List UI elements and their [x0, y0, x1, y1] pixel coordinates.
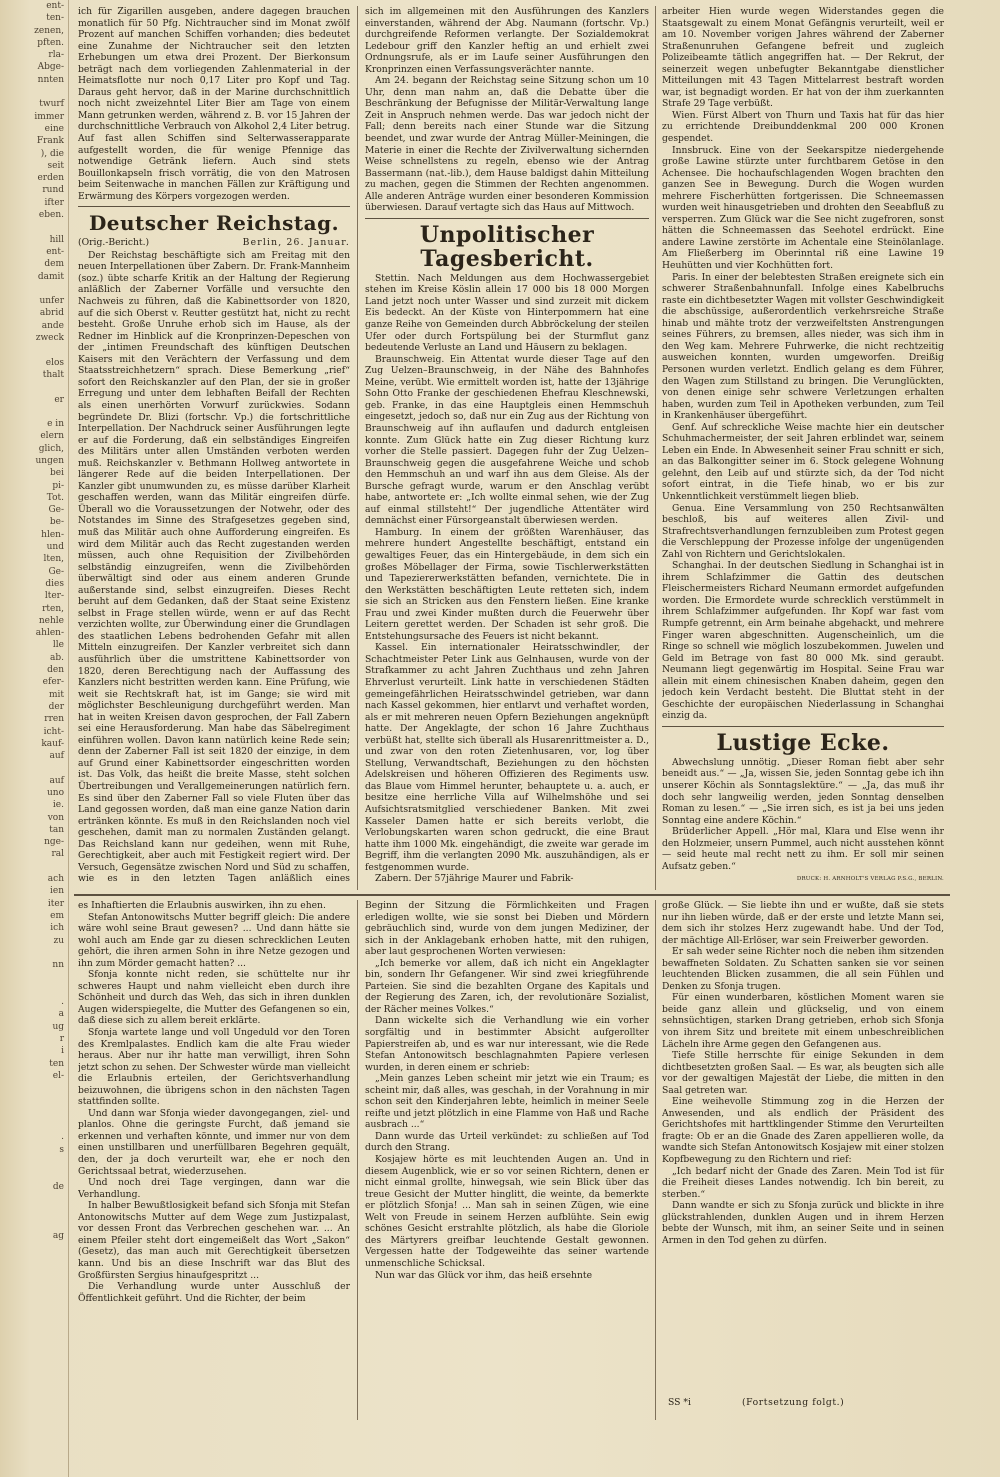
margin-fragment: hlen-: [41, 529, 64, 540]
paragraph: Wien. Fürst Albert von Thurn und Taxis hat für das hier zu errichtende Dreibunddenkmal 200 000 Kronen gespendet.: [662, 109, 944, 145]
margin-fragment: eben.: [38, 210, 64, 221]
serial-text: [365, 900, 649, 1281]
margin-fragment: be-: [49, 517, 64, 528]
serial-column-2: [365, 900, 649, 1420]
section-divider: [662, 726, 944, 727]
column-rule: [357, 900, 358, 1420]
margin-fragment: dies: [45, 578, 64, 589]
page-mark: SS *i: [668, 1397, 691, 1408]
margin-fragment: ug: [52, 1021, 64, 1032]
margin-fragment: ), die: [40, 148, 64, 159]
continued-note: (Fortsetzung folgt.): [742, 1397, 845, 1408]
tagesbericht-article: [365, 273, 649, 885]
margin-fragment: der: [48, 701, 64, 712]
margin-fragment: pften.: [37, 37, 64, 48]
margin-fragment: lter-: [44, 591, 64, 602]
lustige-ecke-headline: Lustige Ecke.: [716, 729, 890, 756]
paragraph: Abwechslung unnötig. „Dieser Roman fiebt aber sehr beneidt aus.“ — „Ja, wissen Sie, jeden Sonntag gebe ich ihn unserer Köchin als Sonntagslektüre.“ — „Ja, das muß ihr doch sehr langweilig werden, jeden Sonntag denselben Roman zu lesen.“ — „Sie irren sich, es ist ja bei uns jeden Sonntag eine andere Köchin.“: [662, 756, 944, 826]
margin-fragment: bei: [50, 468, 64, 479]
reichstag-article-continued: [365, 6, 649, 214]
margin-fragment: icht-: [43, 726, 64, 737]
margin-fragment: elern: [40, 431, 64, 442]
paragraph: Brüderlicher Appell. „Hör mal, Klara und Else wenn ihr den Holzmeier, unsern Pummel, auch nicht ausstehen könnt — seid heute mal recht nett zu ihm. Er soll mir seinen Aufsatz geben.“: [662, 826, 944, 872]
paragraph: Genua. Eine Versammlung von 250 Rechtsanwälten beschloß, bis auf weiteres allen Zivil- und Strafrechtsverhandlungen fernzubleiben zum Protest gegen die Verschleppung der Prozesse infolge der ungenügenden Zahl von Richtern und Gerichtslokalen.: [662, 502, 944, 560]
margin-fragment: abrid: [39, 308, 64, 319]
margin-fragment: .: [61, 997, 64, 1008]
paragraph: Dann wandte er sich zu Sfonja zurück und blickte in ihre glückstrahlenden, dunklen Augen und in ihrem Herzen bebte der Wunsch, mit ihm, an seiner Seite und in seinen Armen in den Tod gehen zu dürfen.: [662, 1200, 944, 1246]
margin-fragment: lten,: [43, 554, 64, 565]
serial-text: [662, 900, 944, 1246]
margin-fragment: [0, 971, 68, 983]
margin-fragment: efer-: [42, 677, 64, 688]
margin-fragment: auf: [49, 751, 64, 762]
margin-fragment: twurf: [39, 99, 64, 110]
margin-fragment: nehle: [38, 615, 64, 626]
section-divider: [78, 206, 350, 207]
margin-fragment: el-: [52, 1070, 64, 1081]
column-rule: [655, 6, 656, 890]
margin-fragment: ich: [50, 923, 64, 934]
margin-fragment: unfer: [39, 296, 64, 307]
paragraph: Hamburg. In einem der größten Warenhäuser, das mehrere hundert Angestellte beschäftigt, entstand ein gewaltiges Feuer, das ein Hintergebäude, in dem sich ein großes Möbellager der Firma, sowie Tischlerwerkstätten und Tapeziererwerkstätten befanden, vernichtete. Die in den Werkstätten beschäftigten Leute retteten sich, indem sie sich an Stricken aus den Fenstern ließen. Eine kranke Frau und zwei Kinder mußten durch die Feuerwehr über Leitern gerettet werden. Der Schaden ist sehr groß. Die Entstehungsursache des Feuers ist nicht bekannt.: [365, 526, 649, 642]
paragraph: Und dann war Sfonja wieder davongegangen, ziel- und planlos. Ohne die geringste Furcht, daß jemand sie erkennen und verhaften könnte, und immer nur von dem einen unstillbaren und unerfüllbaren Begehren gequält, den, der ja doch verurteilt war, ehe er noch den Gerichtssaal betrat, wiederzusehen.: [78, 1107, 350, 1177]
column-3: [662, 6, 944, 886]
margin-fragment: nge-: [44, 837, 64, 848]
margin-fragment: elos: [45, 357, 64, 368]
report-date: Berlin, 26. Januar.: [242, 237, 350, 249]
margin-fragment: ten-: [46, 13, 64, 24]
paragraph: „Ich bemerke vor allem, daß ich nicht ein Angeklagter bin, sondern Ihr Gefangener. Wir sind zwei kriegführende Parteien. Sie sind die bezahlten Organe des Kapitals und der Regierung des Zaren, ich, der revolutionäre Sozialist, der Rächer meines Volkes.“: [365, 957, 649, 1015]
tagesbericht-headline: Unpolitischer Tagesbericht.: [419, 221, 595, 272]
paragraph: Der Reichstag beschäftigte sich am Freitag mit den neuen Interpellationen über Zabern. Dr. Frank-Mannheim (soz.) übte scharfe Kritik an der Haltung der Regierung anläßlich der Zaberner Vorfälle und versuchte den Nachweis zu führen, daß die Kabinettsorder von 1820, auf die sich Oberst v. Reutter gestützt hat, nicht zu recht besteht. Große Unruhe erhob sich im Hause, als der Redner im Hinblick auf die Kronprinzen-Depeschen von der „intimen Freundschaft des künftigen Deutschen Kaisers mit den Verächtern der Verfassung und dem Staatsstreichhetzern“ sprach. Diese Bemerkung „rief“ sofort den Reichskanzler auf den Plan, der sie in großer Erregung und unter dem lebhaften Beifall der Rechten als einen unerhörten Vorwurf zurückwies. Sodann begründete Dr. Blizi (fortschr. Vp.) die fortschrittliche Interpellation. Der Nachdruck seiner Ausführungen legte er auf die Forderung, daß ein selbständiges Eingreifen des Militärs unter allen Umständen verboten werden muß. Reichskanzler v. Bethmann Hollweg antwortete in längerer Rede auf die beiden Interpellationen. Der Kanzler gibt unumwunden zu, es müsse darüber Klarheit geschaffen werden, wann das Militär eingreifen dürfe. Überall wo die Voraussetzungen der Notwehr, oder des Notstandes im Sinne des Strafgesetzes gegeben sind, muß das Militär auch ohne Aufforderung eingreifen. Es wird dem Militär auch das Recht zugestanden werden müssen, auch ohne Requisition der Zivilbehörden selbständig einzugreifen, wenn die Zivilbehörden überwältigt sind oder aus einem anderen Grunde außerstande sind, selbst einzugreifen. Dieses Recht beruht auf dem Gedanken, daß der Staat seine Existenz selbst in Frage stellen würde, wenn er auf das Recht verzichten wollte, zur Überwindung einer die Grundlagen des staatlichen Lebens bedrohenden Gefahr mit allen Mitteln einzugreifen. Der Kanzler verbreitet sich dann ausführlich über die umstrittene Kabinettsorder von 1820, deren Berechtigung nach der Auffassung des Kanzlers nicht bestritten werden kann. Eine Prüfung, wie weit sie Rechtskraft hat, ist im Gange; sie wird mit möglichster Beschleunigung durchgeführt werden. Man hat in weiten Kreisen davon gesprochen, der Fall Zabern sei eine Herausforderung. Man habe das Säbelregiment einführen wollen. Davon kann natürlich keine Rede sein; denn der Zaberner Fall ist seit 1820 der einzige, in dem auf Grund einer Kabinettsorder eingeschritten worden ist. Das Volk, das heißt die breite Masse, steht solchen Übertreibungen und Verallgemeinerungen natürlich fern. Es sind über den Zaberner Fall so viele Fluten über das Land gegossen worden, daß man eine ganze Nation darin ertränken könnte. Es muß in den Reichslanden noch viel geschehen, damit man zu normalen Zuständen gelangt. Das Reichsland kann nur gedeihen, wenn mit Ruhe, Gerechtigkeit, aber auch mit Festigkeit regiert wird. Der Versuch, Gegensätze zwischen Nord und Süd zu schaffen, wie es in den letzten Tagen anläßlich eines: [78, 249, 350, 885]
margin-fragment: [0, 1193, 68, 1205]
feuilleton-divider: [74, 894, 950, 896]
column-rule: [655, 900, 656, 1420]
margin-fragment: thalt: [42, 369, 64, 380]
margin-fragment: rund: [42, 185, 64, 196]
margin-fragment: [0, 344, 68, 356]
margin-fragment: a: [58, 1009, 64, 1020]
margin-fragment: pi-: [52, 480, 64, 491]
column-rule: [357, 6, 358, 890]
serial-column-1: [78, 900, 350, 1474]
margin-fragment: iter: [47, 898, 64, 909]
column-2: [365, 6, 649, 886]
margin-fragment: zu: [53, 935, 64, 946]
margin-fragment: ien: [49, 886, 64, 897]
margin-fragment: [0, 984, 68, 996]
paragraph: sich im allgemeinen mit den Ausführungen des Kanzlers einverstanden, während der Abg. Naumann (fortschr. Vp.) durchgreifende Reformen verlangte. Der Sozialdemokrat Ledebour griff den Kanzler heftig an und erhielt zwei Ordnungsrufe, als er im Laufe seiner Ausführungen den Kronprinzen einen Verfassungsverächter nannte.: [365, 6, 649, 75]
margin-fragment: nnten: [37, 74, 64, 85]
margin-fragment: lle: [52, 640, 64, 651]
paragraph: „Ich bedarf nicht der Gnade des Zaren. Mein Tod ist für die Freiheit dieses Landes notwendig. Ich bin bereit, zu sterben.“: [662, 1165, 944, 1200]
paragraph: „Mein ganzes Leben scheint mir jetzt wie ein Traum; es scheint mir, daß alles, was geschah, in der Vorahnung in mir schon seit den Kinderjahren lebte, heimlich in meiner Seele reifte und jetzt plötzlich in eine Flamme von Haß und Rache ausbrach ...“: [365, 1073, 649, 1131]
serial-column-3: [662, 900, 944, 1380]
margin-fragment: rten,: [42, 603, 64, 614]
margin-fragment: Abge-: [37, 62, 64, 73]
margin-fragment: zenen,: [34, 25, 64, 36]
margin-fragment: [0, 221, 68, 233]
margin-fragment: er: [54, 394, 64, 405]
paragraph: Stefan Antonowitschs Mutter begriff gleich: Die andere wäre wohl seine Braut gewesen? ... Und dann hätte sie wohl auch am Ende gar zu diesen schrecklichen Leuten gehört, die ihren armen Sohn in ihre Netze gezogen und ihn zum Mörder gemacht hatten? ...: [78, 911, 350, 969]
margin-fragment: hill: [49, 234, 64, 245]
margin-fragment: tan: [49, 824, 64, 835]
paragraph: Genf. Auf schreckliche Weise machte hier ein deutscher Schuhmachermeister, der seit Jahren erblindet war, seinem Leben ein Ende. In Abwesenheit seiner Frau schnitt er sich, an das Balkongitter seiner im 6. Stock gelegene Wohnung gelehnt, den Leib auf und stürzte sich, da der Tod nicht sofort eintrat, in die Tiefe hinab, wo er bis zur Unkenntlichkeit verstümmelt liegen blieb.: [662, 421, 944, 502]
margin-fragment: zweck: [35, 333, 64, 344]
margin-fragment: rla-: [48, 50, 64, 61]
paragraph: große Glück. — Sie liebte ihn und er wußte, daß sie stets nur ihn lieben würde, daß er der erste und letzte Mann sei, dem sich ihr stolzes Herz zugewandt habe. Und der Tod, der mächtige All-Erlöser, war sein Freiwerber geworden.: [662, 900, 944, 946]
paragraph: Die Verhandlung wurde unter Ausschluß der Öffentlichkeit geführt. Und die Richter, der beim: [78, 1281, 350, 1304]
marine-consumption-article: [78, 6, 350, 202]
margin-fragment: [0, 381, 68, 393]
margin-fragment: nn: [52, 960, 64, 971]
margin-fragment: [0, 1217, 68, 1229]
margin-fragment: [0, 1168, 68, 1180]
jokes-section: [662, 757, 944, 872]
paragraph: arbeiter Hien wurde wegen Widerstandes gegen die Staatsgewalt zu einem Monat Gefängnis verurteilt, weil er am 10. November vorigen Jahres während der Zaberner Straßenunruhen Gefangene befreit und zugleich Polizeibeamte tätlich angegriffen hat. — Der Rekrut, der seinerzeit wegen unbefugter Bekanntgabe dienstlicher Mitteilungen mit 43 Tagen Mittelarrest bestraft worden war, ist begnadigt worden. Er hat von der ihm zuerkannten Strafe 29 Tage verbüßt.: [662, 6, 944, 110]
margin-fragment: [0, 1205, 68, 1217]
adjacent-page-margin: [0, 0, 69, 1477]
margin-fragment: [0, 1094, 68, 1106]
margin-fragment: auf: [49, 775, 64, 786]
reichstag-article: [78, 250, 350, 886]
margin-fragment: erden: [37, 173, 64, 184]
margin-fragment: Ge-: [48, 505, 64, 516]
margin-fragment: uno: [46, 788, 64, 798]
margin-fragment: mit: [48, 689, 64, 700]
margin-fragment: ie.: [52, 800, 64, 811]
paragraph: Kassel. Ein internationaler Heiratsschwindler, der Schachtmeister Peter Link aus Gelnhausen, wurde von der Strafkammer zu acht Jahren Zuchthaus und zehn Jahren Ehrverlust verurteilt. Link hatte in verschiedenen Städten gemeingefährlichen Heiratsschwindel getrieben, war dann nach Kassel gekommen, hier entlarvt und verhaftet worden, als er mit mehreren neuen Opfern Beziehungen angeknüpft hatte. Der Angeklagte, der schon 16 Jahre Zuchthaus verbüßt hat, stellte sich überall als Husarenrittmeister a. D., und zwar von den roten Zietenhusaren, vor, log über Stellung, Verwandtschaft, Beziehungen zu den höchsten Adelskreisen und höheren Offizieren des Regiments usw. das Blaue vom Himmel herunter, behauptete u. a. auch, er besitze eine herrliche Villa auf Wilhelmshöhe und sei Aufsichtsratsmitglied verschiedener Banken. Mit zwei Kasseler Damen hatte er sich bereits verlobt, die Verlobungskarten waren schon gedruckt, die eine Braut hatte ihm 1000 Mk. eingehändigt, die zweite war gerade im Begriff, ihm die verlangten 2090 Mk. auszuhändigen, als er festgenommen wurde.: [365, 642, 649, 873]
paragraph: Braunschweig. Ein Attentat wurde dieser Tage auf den Zug Uelzen–Braunschweig, in der Nähe des Bahnhofes Meine, verübt. Wie ermittelt worden ist, hatte der 13jährige Sohn Otto Franke der geschiedenen Ehefrau Kleschnewski, geb. Franke, in das eine Hauptgleis einen Hemmschuh eingesetzt, jedoch so, daß nur ein Zug aus der Richtung von Braunschweig auf ihn auflaufen und dadurch entgleisen konnte. Zum Glück hatte ein Zug dieser Richtung kurz vorher die Stelle passiert. Dagegen fuhr der Zug Uelzen–Braunschweig gegen die ausgefahrene Weiche und schob den Hemmschuh an und warf ihn aus dem Gleise. Als der Bursche gefragt wurde, warum er den Anschlag verübt habe, antwortete er: „Ich wollte einmal sehen, wie der Zug auf einmal stillsteht!“ Der jugendliche Attentäter wird demnächst einer Fürsorgeanstalt überwiesen werden.: [365, 353, 649, 527]
margin-fragment: damit: [37, 271, 64, 282]
margin-fragment: s: [59, 1144, 64, 1155]
margin-fragment: seit: [47, 160, 64, 171]
paragraph: Nun war das Glück vor ihm, das heiß ersehnte: [375, 1269, 593, 1281]
report-source: (Orig.-Bericht.): [78, 237, 150, 249]
margin-fragment: ifter: [44, 197, 64, 208]
margin-fragment: ent-: [46, 1, 64, 11]
margin-fragment: [0, 1082, 68, 1094]
printer-imprint: DRUCK: H. ARNHOLT'S VERLAG P.S.G., BERLIN.: [796, 876, 944, 883]
paragraph: In halber Bewußtlosigkeit befand sich Sfonja mit Stefan Antonowitschs Mutter auf dem Wege zum Justizpalast, vor dessen Front das Verbrechen geschehen war. ... An einem Pfeiler steht dort eingemeißelt das Wort „Sakon“ (Gesetz), das man auch mit Gerechtigkeit übersetzen kann. Und bis an diese Inschrift war das Blut des Großfürsten Sergius hinaufgespritzt ...: [78, 1200, 350, 1281]
margin-fragment: ahlen-: [35, 628, 64, 639]
margin-fragment: [0, 1156, 68, 1168]
margin-fragment: Ge-: [48, 566, 64, 577]
paragraph: Dann wickelte sich die Verhandlung wie ein vorher sorgfältig und in bestimmter Absicht aufgerollter Papierstreifen ab, und es war nur interessant, wie die Rede Stefan Antonowitsch beschlagnahmten Papiere verlesen wurden, in deren einem er schrieb:: [365, 1015, 649, 1073]
paragraph: Beginn der Sitzung die Förmlichkeiten und Fragen erledigen wollte, wie sie sonst bei Dieben und Mördern gebräuchlich sind, wurde von dem jungen Mediziner, der sich in der Anklagebank erhoben hatte, mit den ruhigen, aber laut gesprochenen Worten verwiesen:: [365, 900, 649, 958]
margin-fragment: ent-: [46, 246, 64, 257]
paragraph: ich für Zigarillen ausgeben, andere dagegen brauchen monatlich für 50 Pfg. Nichtraucher sind im Monat zwölf Prozent auf manchen Schiffen vorhanden; dies bedeutet eine Zunahme der Nichtraucher seit den letzten Erhebungen um etwa drei Prozent. Der Bierkonsum beträgt nach dem vorliegenden Zahlenmaterial in der Heimatsflotte nur noch 0,17 Liter pro Kopf und Tag. Daraus geht hervor, daß in der Marine durchschnittlich noch nicht zweizehntel Liter Bier am Tage von einem Mann getrunken werden, während z. B. vor 15 Jahren der durchschnittliche Verbrauch von Alkohol 2,4 Liter betrug. Auf fast allen Schiffen sind Selterwasserapparate aufgestellt worden, die für wenige Pfennige das notwendige Getränk liefern. Auch sind stets Bouillonkapseln frisch vorrätig, die von den Matrosen beim Seitenwache in manchen Fällen zur Kräftigung und Erwärmung des Körpers vorgezogen werden.: [78, 6, 350, 202]
margin-fragment: [0, 947, 68, 959]
paragraph: Innsbruck. Eine von der Seekarspitze niedergehende große Lawine stürzte unter furchtbarem Getöse in den Achensee. Die hochaufschlagenden Wogen brachten den ganzen See in Bewegung. Durch die Wogen wurden mehrere Fischerhütten fortgerissen. Die Schneemassen wurden weit hinausgetrieben und drohten den Seeabfluß zu versperren. Zum Glück war die See nicht zugefroren, sonst hätten die Schneemassen das Seehotel erdrückt. Eine andere Lawine zerstörte im Achentale eine Steinölanlage. Am Fließerberg im Oberinntal riß eine Lawine 19 Heuhütten und vier Kochhütten fort.: [662, 144, 944, 272]
margin-fragment: [0, 762, 68, 774]
margin-fragment: [0, 1119, 68, 1131]
margin-fragment: und: [46, 542, 64, 553]
margin-fragment: eine: [44, 123, 64, 134]
margin-fragment: .: [61, 1132, 64, 1143]
paragraph: Stettin. Nach Meldungen aus dem Hochwassergebiet stehen im Kreise Köslin allein 17 000 bis 18 000 Morgen Land jetzt noch unter Wasser und sind zurzeit mit dickem Eis bedeckt. An der Küste von Hinterpommern hat eine ganze Reihe von Gemeinden durch Abbröckelung der steilen Ufer oder durch Fortspülung bei der Sturmflut ganz bedeutende Verluste an Land und Häusern zu beklagen.: [365, 272, 649, 354]
paragraph: Kosjajew hörte es mit leuchtenden Augen an. Und in diesem Augenblick, wie er so vor seinen Richtern, denen er nicht einmal grollte, hinwegsah, wie sein Blick über das treue Gesicht der Mutter hinglitt, die weinte, da bemerkte er plötzlich Sfonja! ... Man sah in seinen Zügen, wie eine Welt von Freude in seinem Herzen aufblühte. Sein ewig schönes Gesicht erstrahlte plötzlich, als habe die Gloriole des Märtyrers greifbar leuchtende Gestalt gewonnen. Vergessen hatte der Todgeweihte das seiner wartende unmenschliche Schicksal.: [365, 1154, 649, 1269]
paragraph: Paris. In einer der belebtesten Straßen ereignete sich ein schwerer Straßenbahnunfall. Infolge eines Kabelbruchs raste ein dichtbesetzter Wagen mit vollster Geschwindigkeit die abschüssige, außerordentlich verkehrsreiche Straße hinab und mähte trotz der verzweifeltsten Anstrengungen seines Führers, zu bremsen, alles nieder, was sich ihm in den Weg kam. Mehrere Fuhrwerke, die nicht rechtzeitig ausweichen konnten, wurden umgeworfen. Dreißig Personen wurden verletzt. Endlich gelang es dem Führer, den Wagen zum Stillstand zu bringen. Die Verunglückten, von denen einige sehr schwere Verletzungen erhalten haben, wurden zum Teil in Apotheken verbunden, zum Teil in Krankenhäuser übergeführt.: [662, 271, 944, 422]
margin-fragment: dem: [44, 259, 64, 270]
paragraph: Und noch drei Tage vergingen, dann war die Verhandlung.: [78, 1177, 350, 1200]
section-divider: [365, 218, 649, 219]
margin-fragment: ach: [47, 874, 64, 885]
reichstag-dateline: [78, 237, 350, 249]
paragraph: Eine weihevolle Stimmung zog in die Herzen der Anwesenden, und als endlich der Präsident des Gerichtshofes mit harttklingender Stimme den Verurteilten fragte: Ob er an die Gnade des Zaren appellieren wolle, da wandte sich Stefan Antonowitsch Kosjajew mit einer stolzen Kopfbewegung zu den Richtern und rief:: [662, 1096, 944, 1166]
margin-fragment: immer: [34, 111, 64, 122]
margin-fragment: [0, 861, 68, 873]
margin-fragment: [0, 1107, 68, 1119]
paragraph: Für einen wunderbaren, köstlichen Moment waren sie beide ganz allein und glückselig, und von einem sehnsüchtigen, starken Drang getrieben, erhob sich Sfonja von ihrem Sitz und breitete mit einem unbeschreiblichen Lächeln ihre Arme gegen den Gefangenen aus.: [662, 992, 944, 1050]
margin-fragment: von: [47, 812, 64, 823]
margin-fragment: [0, 283, 68, 295]
column-1: [78, 6, 350, 886]
margin-fragment: em: [50, 910, 64, 921]
margin-fragment: ral: [51, 849, 64, 860]
margin-fragment: glich,: [38, 443, 64, 454]
margin-fragment: ungen: [35, 455, 64, 466]
tagesbericht-continued: [662, 6, 944, 722]
paragraph: Dann wurde das Urteil verkündet: zu schließen auf Tod durch den Strang.: [365, 1130, 649, 1154]
margin-fragment: Tot.: [46, 492, 64, 503]
paragraph: Am 24. begann der Reichstag seine Sitzung schon um 10 Uhr, denn man nahm an, daß die Debatte über die Beschränkung der Befugnisse der Militär-Verwaltung lange Zeit in Anspruch nehmen werde. Das war jedoch nicht der Fall; denn bereits nach einer Stunde war die Sitzung beendet, und zwar wurde der Antrag Müller-Meiningen, die Materie in einer die Rechte der Zivilverwaltung sichernden Weise schnellstens zu regeln, ebenso wie der Antrag Bassermann (nat.-lib.), dem Hause baldigst dahin Mitteilung zu machen, gegen die Stimmen der Rechten angenommen. Alle anderen Anträge wurden einer besonderen Kommission überwiesen. Darauf vertagte sich das Haus auf Mittwoch.: [365, 75, 649, 214]
paragraph: Schanghai. In der deutschen Siedlung in Schanghai ist in ihrem Schlafzimmer die Gattin des deutschen Fleischermeisters Richard Neumann ermordet aufgefunden worden. Die Ermordete wurde schrecklich verstümmelt in ihrem Schlafzimmer aufgefunden. Ihr Kopf war fast vom Rumpfe getrennt, ein Arm beinahe abgehackt, und mehrere Finger waren abgeschnitten. Augenscheinlich, um die Ringe so schnell wie möglich loszubekommen. Juwelen und Geld im Betrage von fast 80 000 Mk. sind geraubt. Neumann liegt gegenwärtig im Hospital. Seine Frau war allein mit einem chinesischen Knaben daheim, gegen den jedoch kein Verdacht besteht. Die Bluttat steht in der Geschichte der europäischen Niederlassung in Schanghai einzig da.: [662, 560, 944, 722]
paragraph: Sfonja konnte nicht reden, sie schüttelte nur ihr schweres Haupt und nahm vielleicht eben durch ihre Schönheit und durch das Weh, das sich in ihren dunklen Augen widerspiegelte, die Mutter des Gefangenen so ein, daß diese sich zu allem bereit erklärte.: [78, 969, 350, 1027]
margin-fragment: de: [52, 1181, 64, 1192]
paragraph: Tiefe Stille herrschte für einige Sekunden in dem dichtbesetzten großen Saal. — Es war, als beugten sich alle vor der gewaltigen Majestät der Liebe, die mitten in den Saal getreten war.: [662, 1050, 944, 1096]
margin-fragment: kauf-: [41, 738, 64, 749]
paragraph: es Inhaftierten die Erlaubnis auswirken, ihn zu ehen.: [78, 900, 326, 911]
serial-text: [78, 900, 350, 1304]
margin-fragment: [0, 86, 68, 98]
margin-fragment: rren: [44, 714, 64, 725]
paragraph: Sfonja wartete lange und voll Ungeduld vor den Toren des Kremlpalastes. Endlich kam die alte Frau wieder heraus. Aber nur ihr hatte man verwilligt, ihren Sohn jetzt schon zu sehen. Der Schwester würde man vielleicht die Erlaubnis erteilen, der Gerichtsverhandlung beizuwohnen, die übrigens schon in den nächsten Tagen stattfinden sollte.: [78, 1027, 350, 1108]
margin-fragment: ab.: [50, 652, 64, 663]
margin-fragment: ande: [41, 320, 64, 331]
margin-fragment: den: [47, 665, 64, 676]
margin-fragment: Frank: [36, 136, 64, 147]
reichstag-headline: Deutscher Reichstag.: [88, 211, 340, 236]
margin-fragment: ag: [52, 1230, 64, 1241]
margin-fragment: i: [61, 1046, 64, 1057]
paragraph: Er sah weder seine Richter noch die neben ihm sitzenden bewaffneten Soldaten. Zu Schatten sanken sie vor seinen leuchtenden Blicken zusammen, die all sein Fühlen und Denken zu Sfonja trugen.: [662, 946, 944, 992]
margin-fragment: e in: [47, 419, 64, 430]
margin-fragment: ten: [49, 1058, 64, 1069]
margin-fragment: [0, 406, 68, 418]
margin-fragment: r: [59, 1033, 64, 1044]
paragraph: Zabern. Der 57jährige Maurer und Fabrik-: [375, 873, 574, 885]
